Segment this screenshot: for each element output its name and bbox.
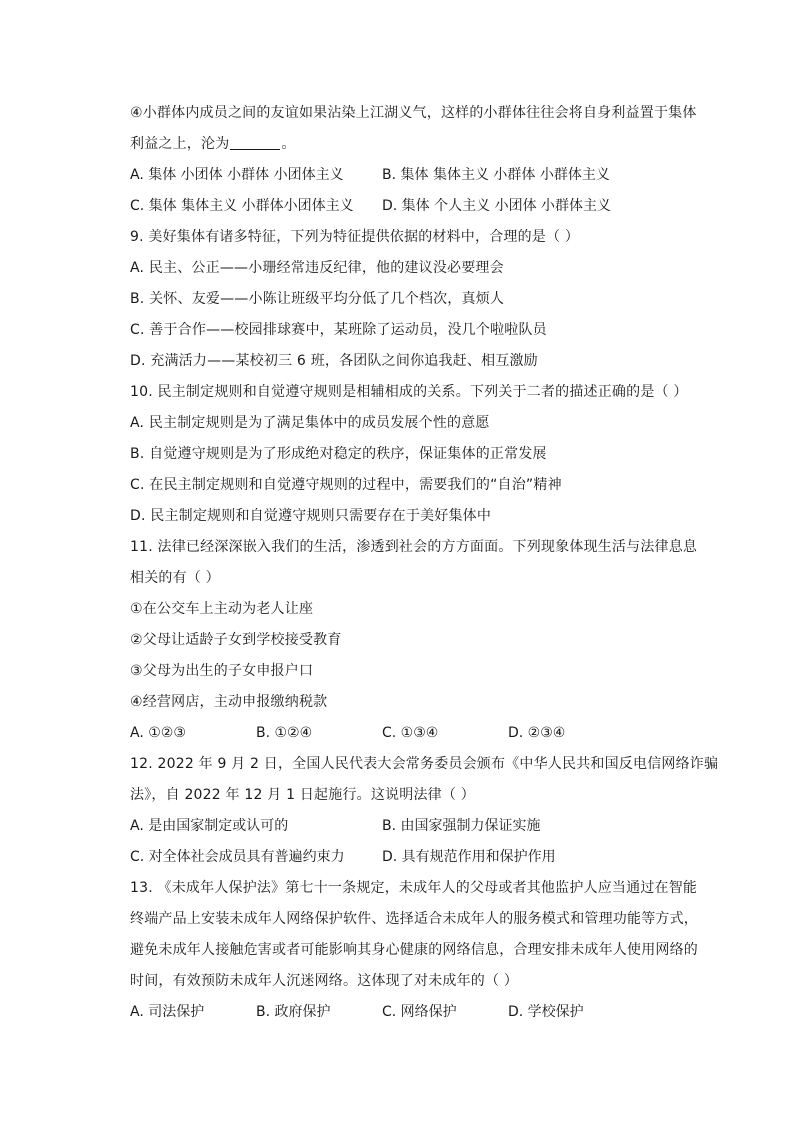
q8-option-a: A. 集体 小团体 小群体 小团体主义 xyxy=(130,167,344,183)
q11-item-4: ④经营网店，主动申报缴纳税款 xyxy=(130,694,328,710)
q9-option-d: D. 充满活力——某校初三 6 班，各团队之间你追我赶、相互激励 xyxy=(130,353,538,369)
q10-option-d: D. 民主制定规则和自觉遵守规则只需要存在于美好集体中 xyxy=(130,508,492,524)
q11-item-3: ③父母为出生的子女申报户口 xyxy=(130,663,314,679)
q11-option-a: A. ①②③ xyxy=(130,725,186,741)
q8-option-b: B. 集体 集体主义 小群体 小群体主义 xyxy=(382,167,610,183)
q12-option-b: B. 由国家强制力保证实施 xyxy=(382,818,541,834)
q13-stem-line-4: 时间，有效预防未成年人沉迷网络。这体现了对未成年的（ ） xyxy=(130,973,519,989)
q13-stem-line-2: 终端产品上安装未成年人网络保护软件、选择适合未成年人的服务模式和管理功能等方式， xyxy=(130,911,698,927)
q10-option-b: B. 自觉遵守规则是为了形成绝对稳定的秩序，保证集体的正常发展 xyxy=(130,446,547,462)
q8-statement-4-cont xyxy=(130,129,700,160)
q11-item-1: ①在公交车上主动为老人让座 xyxy=(130,601,314,617)
q13-stem-line-3: 避免未成年人接触危害或者可能影响其身心健康的网络信息，合理安排未成年人使用网络的 xyxy=(130,942,698,958)
q12-option-d: D. 具有规范作用和保护作用 xyxy=(382,849,556,865)
q8-statement-4: ④小群体内成员之间的友谊如果沾染上江湖义气，这样的小群体往往会将自身利益置于集体 xyxy=(130,105,697,121)
q9-stem: 9. 美好集体有诸多特征，下列为特征提供依据的材料中，合理的是（ ） xyxy=(130,229,580,245)
q13-option-a: A. 司法保护 xyxy=(130,1004,205,1020)
q10-stem: 10. 民主制定规则和自觉遵守规则是相辅相成的关系。下列关于二者的描述正确的是（ ） xyxy=(130,384,688,400)
q11-item-2: ②父母让适龄子女到学校接受教育 xyxy=(130,632,342,648)
q11-options-row xyxy=(130,718,700,749)
q8-option-c: C. 集体 集体主义 小群体小团体主义 xyxy=(130,198,354,214)
q12-option-c: C. 对全体社会成员具有普遍约束力 xyxy=(130,849,345,865)
q12-option-a: A. 是由国家制定或认可的 xyxy=(130,818,289,834)
q11-option-c: C. ①③④ xyxy=(382,725,439,741)
q11-stem-line-1: 11. 法律已经深深嵌入我们的生活，渗透到社会的方方面面。下列现象体现生活与法律息息 xyxy=(130,539,698,555)
q10-option-a: A. 民主制定规则是为了满足集体中的成员发展个性的意愿 xyxy=(130,415,490,431)
document-page xyxy=(130,98,719,1028)
q8-text-before-blank: 利益之上，沦为 xyxy=(130,136,230,152)
q8-options-row-1 xyxy=(130,160,700,191)
q8-option-d: D. 集体 个人主义 小团体 小群体主义 xyxy=(382,198,612,214)
q11-option-d: D. ②③④ xyxy=(508,725,566,741)
q9-option-a: A. 民主、公正——小珊经常违反纪律，他的建议没必要理会 xyxy=(130,260,504,276)
q12-options-row-1 xyxy=(130,811,700,842)
q10-option-c: C. 在民主制定规则和自觉遵守规则的过程中，需要我们的“自治”精神 xyxy=(130,477,562,493)
q11-stem-line-2: 相关的有（ ） xyxy=(130,570,220,586)
q12-stem-line-1: 12. 2022 年 9 月 2 日，全国人民代表大会常务委员会颁布《中华人民共和国反电信网络诈骗 xyxy=(130,756,719,772)
q13-option-b: B. 政府保护 xyxy=(256,1004,331,1020)
answer-blank xyxy=(230,133,280,150)
q9-option-c: C. 善于合作——校园排球赛中，某班除了运动员，没几个啦啦队员 xyxy=(130,322,547,338)
q12-options-row-2 xyxy=(130,842,700,873)
q13-option-d: D. 学校保护 xyxy=(508,1004,584,1020)
q13-stem-line-1: 13. 《未成年人保护法》第七十一条规定，未成年人的父母或者其他监护人应当通过在智能 xyxy=(130,880,698,896)
q8-options-row-2 xyxy=(130,191,700,222)
q13-options-row xyxy=(130,997,700,1028)
q11-option-b: B. ①②④ xyxy=(256,725,313,741)
q12-stem-line-2: 法》，自 2022 年 12 月 1 日起施行。这说明法律（ ） xyxy=(130,787,475,803)
q8-text-after-blank: 。 xyxy=(281,136,296,152)
q13-option-c: C. 网络保护 xyxy=(382,1004,457,1020)
q9-option-b: B. 关怀、友爱——小陈让班级平均分低了几个档次，真烦人 xyxy=(130,291,505,307)
